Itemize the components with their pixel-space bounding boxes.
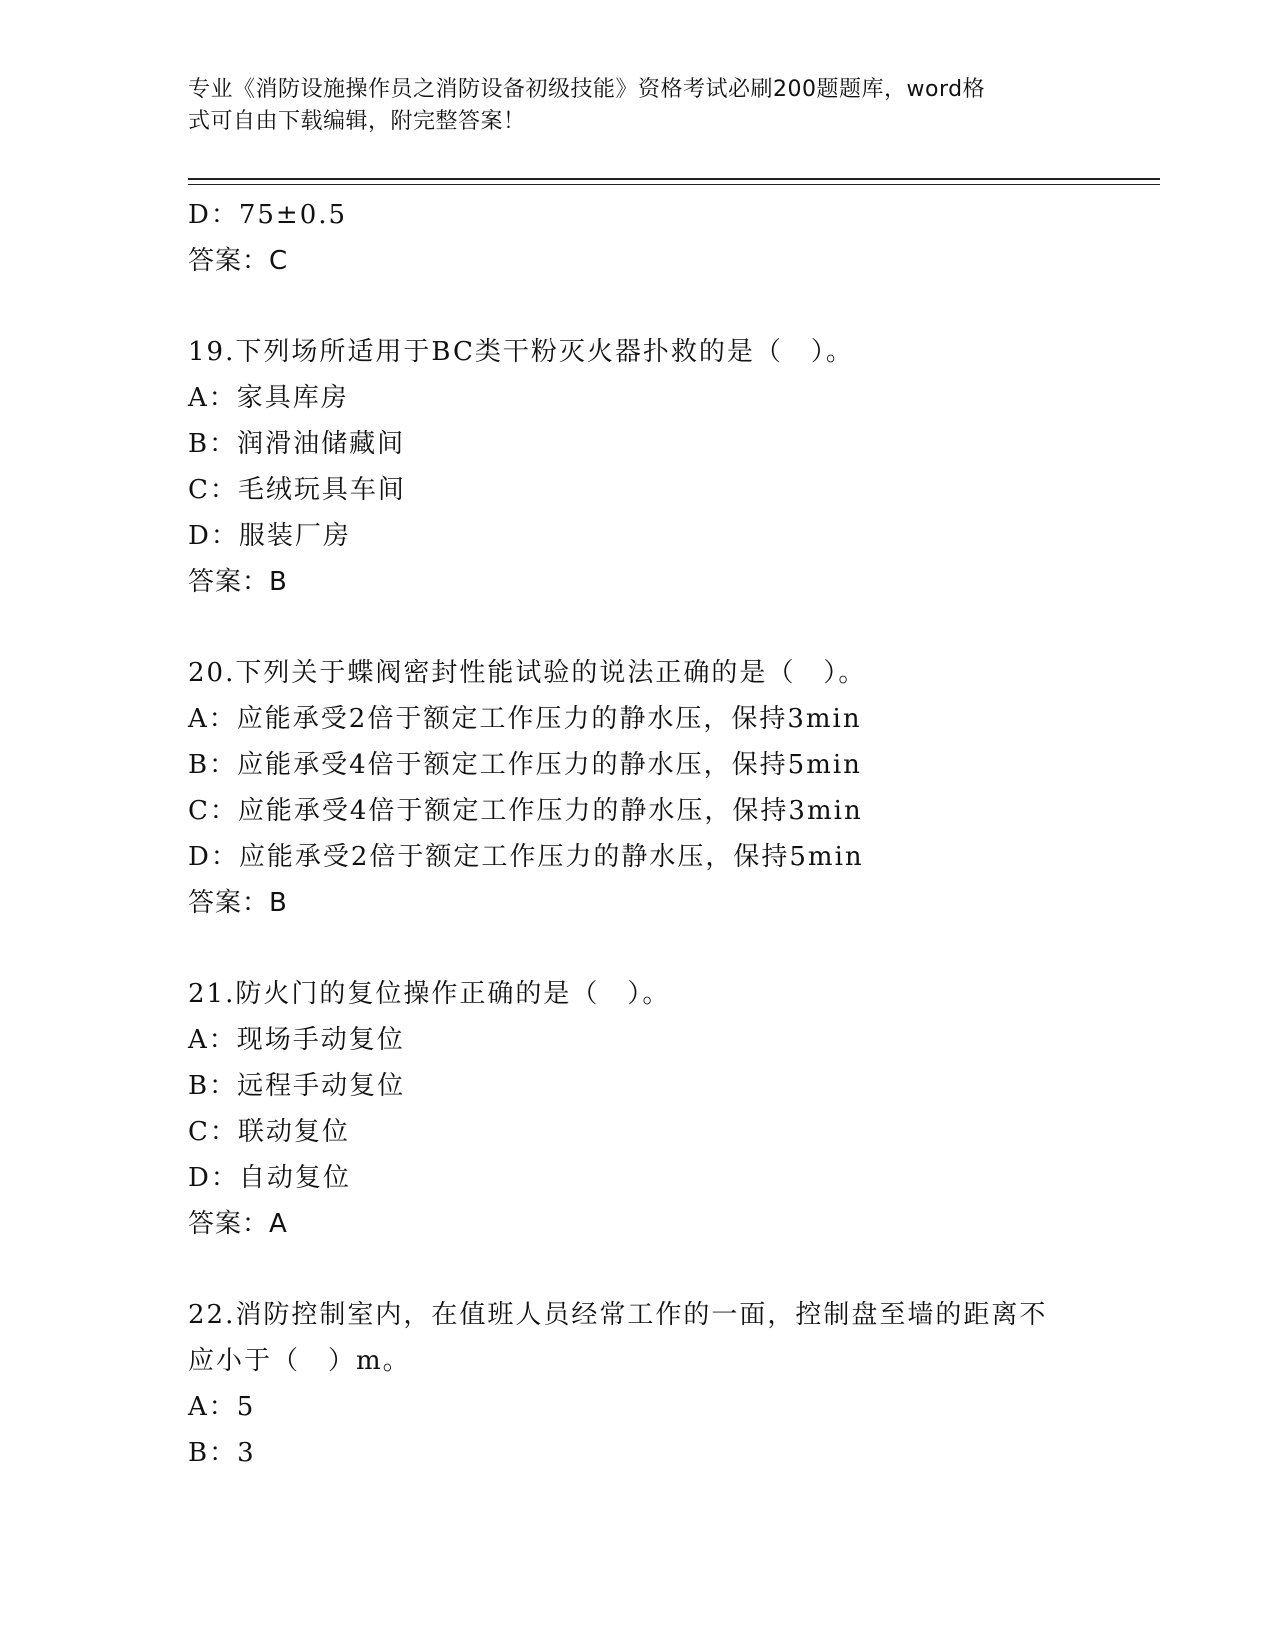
- option-a: A：家具库房: [188, 383, 349, 413]
- answer-line: 答案：A: [188, 1209, 288, 1239]
- document-header: [188, 74, 1068, 138]
- question-19: [188, 329, 1088, 605]
- option-a: A：现场手动复位: [188, 1025, 405, 1055]
- option-b: B：3: [188, 1438, 256, 1468]
- question-20: [188, 650, 1088, 926]
- question-21: [188, 971, 1088, 1247]
- question-stem: 21.防火门的复位操作正确的是（ ）。: [188, 979, 671, 1009]
- option-d: D：75±0.5: [188, 200, 348, 230]
- option-d: D：服装厂房: [188, 521, 351, 551]
- option-b: B：应能承受4倍于额定工作压力的静水压，保持5min: [188, 750, 862, 780]
- header-divider-thin: [188, 184, 1160, 185]
- question-stem-line-2: 应小于（ ）m。: [188, 1346, 411, 1376]
- question-stem: 20.下列关于蝶阀密封性能试验的说法正确的是（ ）。: [188, 658, 867, 688]
- header-line-1: 专业《消防设施操作员之消防设备初级技能》资格考试必刷200题题库，word格: [188, 77, 986, 102]
- option-a: A：5: [188, 1392, 256, 1422]
- answer-line: 答案：B: [188, 888, 288, 918]
- question-stem-line-1: 22.消防控制室内，在值班人员经常工作的一面，控制盘至墙的距离不: [188, 1300, 1048, 1330]
- header-line-2: 式可自由下载编辑，附完整答案！: [188, 109, 526, 134]
- question-content: [188, 192, 1088, 1476]
- answer-line: 答案：C: [188, 246, 289, 276]
- option-a: A：应能承受2倍于额定工作压力的静水压，保持3min: [188, 704, 862, 734]
- option-c: C：联动复位: [188, 1117, 350, 1147]
- previous-question-tail: [188, 192, 1088, 284]
- option-d: D：自动复位: [188, 1163, 351, 1193]
- option-b: B：远程手动复位: [188, 1071, 406, 1101]
- answer-line: 答案：B: [188, 567, 288, 597]
- header-divider-thick: [188, 178, 1160, 180]
- option-c: C：毛绒玩具车间: [188, 475, 406, 505]
- question-22: [188, 1292, 1088, 1476]
- option-d: D：应能承受2倍于额定工作压力的静水压，保持5min: [188, 842, 864, 872]
- option-b: B：润滑油储藏间: [188, 429, 406, 459]
- option-c: C：应能承受4倍于额定工作压力的静水压，保持3min: [188, 796, 863, 826]
- question-stem: 19.下列场所适用于BC类干粉灭火器扑救的是（ ）。: [188, 337, 854, 367]
